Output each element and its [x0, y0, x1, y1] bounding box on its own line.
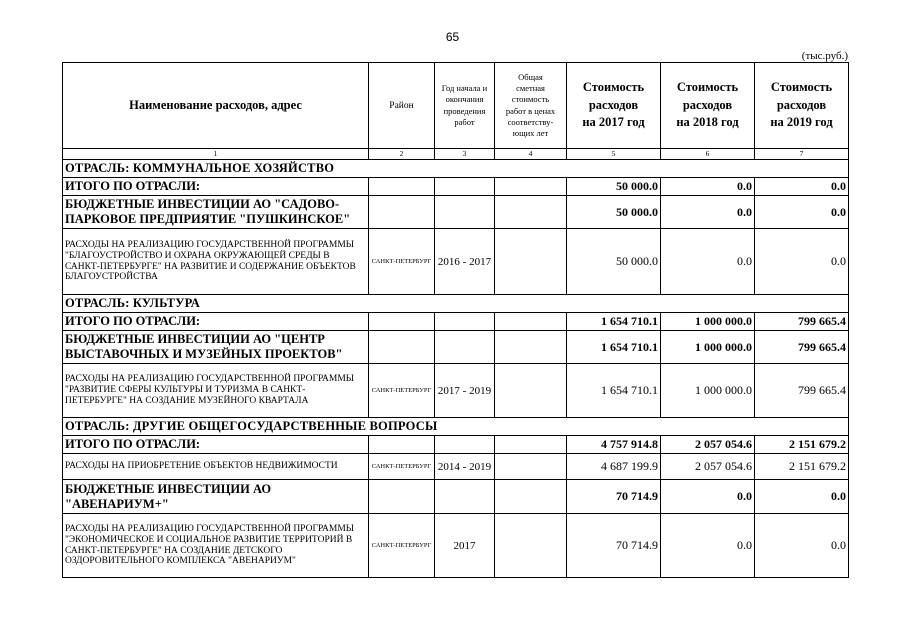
total-2018: 0.0	[661, 178, 755, 196]
investment-2019: 0.0	[755, 480, 849, 514]
header-row	[63, 63, 849, 149]
expense-years: 2017 - 2019	[435, 364, 495, 418]
total-2019: 2 151 679.2	[755, 436, 849, 454]
column-number: 5	[567, 149, 661, 160]
section-total-row	[63, 178, 849, 196]
section-total-label: ИТОГО ПО ОТРАСЛИ:	[63, 178, 369, 196]
expense-total	[495, 364, 567, 418]
header-years: Год начала и окончания проведения работ	[435, 63, 495, 149]
header-total-cost: Общая сметная стоимость работ в ценах соответству- ющих лет	[495, 63, 567, 149]
investment-2019: 799 665.4	[755, 331, 849, 364]
section-title-row	[63, 295, 849, 313]
investment-row	[63, 480, 849, 514]
total-2019: 0.0	[755, 178, 849, 196]
header-district: Район	[369, 63, 435, 149]
expense-years: 2014 - 2019	[435, 454, 495, 480]
expense-row	[63, 454, 849, 480]
section-title-row	[63, 160, 849, 178]
section-total-row	[63, 313, 849, 331]
investment-row	[63, 331, 849, 364]
expense-2017: 4 687 199.9	[567, 454, 661, 480]
section-total-row	[63, 436, 849, 454]
expense-2017: 70 714.9	[567, 514, 661, 578]
header-name: Наименование расходов, адрес	[63, 63, 369, 149]
total-2017: 1 654 710.1	[567, 313, 661, 331]
expense-2019: 2 151 679.2	[755, 454, 849, 480]
expense-total	[495, 514, 567, 578]
column-number: 4	[495, 149, 567, 160]
expense-district: САНКТ-ПЕТЕРБУРГ	[369, 454, 435, 480]
header-cost-2018: Стоимость расходов на 2018 год	[661, 63, 755, 149]
column-number: 1	[63, 149, 369, 160]
expense-row	[63, 364, 849, 418]
expense-description: РАСХОДЫ НА РЕАЛИЗАЦИЮ ГОСУДАРСТВЕННОЙ ПРОГРАММЫ "РАЗВИТИЕ СФЕРЫ КУЛЬТУРЫ И ТУРИЗМА В САНКТ-ПЕТЕРБУРГЕ" НА СОЗДАНИЕ МУЗЕЙНОГО КВАРТАЛА	[63, 364, 369, 418]
total-2018: 2 057 054.6	[661, 436, 755, 454]
expense-2017: 50 000.0	[567, 229, 661, 295]
total-2019: 799 665.4	[755, 313, 849, 331]
expense-description: РАСХОДЫ НА РЕАЛИЗАЦИЮ ГОСУДАРСТВЕННОЙ ПРОГРАММЫ "БЛАГОУСТРОЙСТВО И ОХРАНА ОКРУЖАЮЩЕЙ СРЕДЫ В САНКТ-ПЕТЕРБУРГЕ" НА РАЗВИТИЕ И СОДЕРЖАНИЕ ОБЪЕКТОВ БЛАГОУСТРОЙСТВА	[63, 229, 369, 295]
expense-district: САНКТ-ПЕТЕРБУРГ	[369, 364, 435, 418]
expense-row	[63, 514, 849, 578]
expense-2018: 1 000 000.0	[661, 364, 755, 418]
section-title: ОТРАСЛЬ: ДРУГИЕ ОБЩЕГОСУДАРСТВЕННЫЕ ВОПРОСЫ	[63, 418, 849, 436]
expense-2019: 799 665.4	[755, 364, 849, 418]
investment-name: БЮДЖЕТНЫЕ ИНВЕСТИЦИИ АО "САДОВО-ПАРКОВОЕ ПРЕДПРИЯТИЕ "ПУШКИНСКОЕ"	[63, 196, 369, 229]
section-title: ОТРАСЛЬ: КУЛЬТУРА	[63, 295, 849, 313]
expense-2018: 0.0	[661, 229, 755, 295]
investment-2017: 50 000.0	[567, 196, 661, 229]
column-number: 7	[755, 149, 849, 160]
investment-name: БЮДЖЕТНЫЕ ИНВЕСТИЦИИ АО "АВЕНАРИУМ+"	[63, 480, 369, 514]
expense-district: САНКТ-ПЕТЕРБУРГ	[369, 514, 435, 578]
expense-total	[495, 454, 567, 480]
expense-2018: 2 057 054.6	[661, 454, 755, 480]
units-label: (тыс.руб.)	[801, 50, 848, 62]
section-total-label: ИТОГО ПО ОТРАСЛИ:	[63, 436, 369, 454]
investment-2018: 0.0	[661, 196, 755, 229]
expense-total	[495, 229, 567, 295]
expense-description: РАСХОДЫ НА ПРИОБРЕТЕНИЕ ОБЪЕКТОВ НЕДВИЖИМОСТИ	[63, 454, 369, 480]
expense-description: РАСХОДЫ НА РЕАЛИЗАЦИЮ ГОСУДАРСТВЕННОЙ ПРОГРАММЫ "ЭКОНОМИЧЕСКОЕ И СОЦИАЛЬНОЕ РАЗВИТИЕ ТЕРРИТОРИЙ В САНКТ-ПЕТЕРБУРГЕ" НА СОЗДАНИЕ ДЕТСКОГО ОЗДОРОВИТЕЛЬНОГО КОМПЛЕКСА "АВЕНАРИУМ"	[63, 514, 369, 578]
expense-2018: 0.0	[661, 514, 755, 578]
section-title: ОТРАСЛЬ: КОММУНАЛЬНОЕ ХОЗЯЙСТВО	[63, 160, 849, 178]
column-number: 6	[661, 149, 755, 160]
budget-table	[62, 62, 849, 578]
investment-2017: 1 654 710.1	[567, 331, 661, 364]
expense-district: САНКТ-ПЕТЕРБУРГ	[369, 229, 435, 295]
header-cost-2019: Стоимость расходов на 2019 год	[755, 63, 849, 149]
total-2017: 50 000.0	[567, 178, 661, 196]
expense-years: 2016 - 2017	[435, 229, 495, 295]
expense-2017: 1 654 710.1	[567, 364, 661, 418]
total-2017: 4 757 914.8	[567, 436, 661, 454]
investment-name: БЮДЖЕТНЫЕ ИНВЕСТИЦИИ АО "ЦЕНТР ВЫСТАВОЧНЫХ И МУЗЕЙНЫХ ПРОЕКТОВ"	[63, 331, 369, 364]
expense-years: 2017	[435, 514, 495, 578]
investment-2018: 1 000 000.0	[661, 331, 755, 364]
header-cost-2017: Стоимость расходов на 2017 год	[567, 63, 661, 149]
page-number: 65	[445, 30, 460, 44]
column-number: 3	[435, 149, 495, 160]
investment-row	[63, 196, 849, 229]
column-number: 2	[369, 149, 435, 160]
investment-2018: 0.0	[661, 480, 755, 514]
expense-row	[63, 229, 849, 295]
column-numbers-row	[63, 149, 849, 160]
expense-2019: 0.0	[755, 514, 849, 578]
section-total-label: ИТОГО ПО ОТРАСЛИ:	[63, 313, 369, 331]
total-2018: 1 000 000.0	[661, 313, 755, 331]
investment-2017: 70 714.9	[567, 480, 661, 514]
expense-2019: 0.0	[755, 229, 849, 295]
investment-2019: 0.0	[755, 196, 849, 229]
section-title-row	[63, 418, 849, 436]
